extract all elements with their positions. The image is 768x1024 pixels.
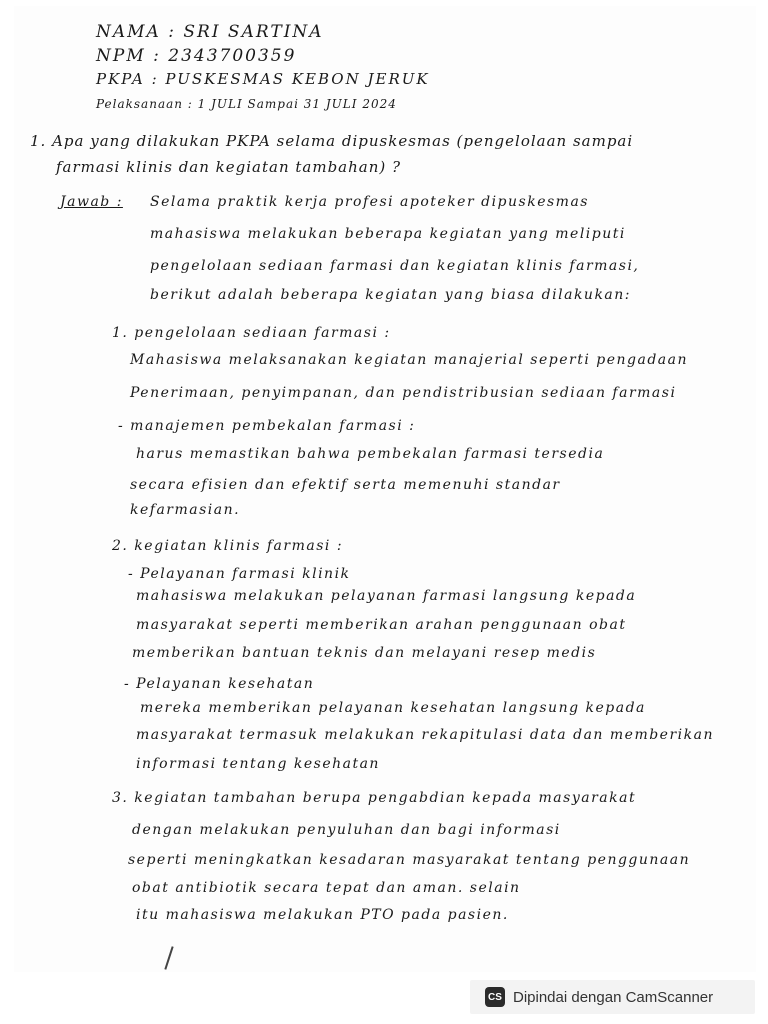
answer-intro-line: berikut adalah beberapa kegiatan yang biasa dilakukan: [150,287,632,303]
section2-item1-line: masyarakat seperti memberikan arahan penggunaan obat [136,617,627,633]
header-nama: NAMA : SRI SARTINA [96,22,324,42]
header-npm: NPM : 2343700359 [96,46,297,66]
section2-item2-line: mereka memberikan pelayanan kesehatan langsung kepada [140,700,646,716]
answer-intro-line: pengelolaan sediaan farmasi dan kegiatan klinis farmasi, [150,258,640,274]
section1-heading: 1. pengelolaan sediaan farmasi : [112,325,391,341]
header-pkpa: PKPA : PUSKESMAS KEBON JERUK [96,70,430,88]
camscanner-badge [470,980,755,1014]
section3-line: obat antibiotik secara tepat dan aman. selain [132,880,521,896]
answer-intro-line: mahasiswa melakukan beberapa kegiatan yang meliputi [150,226,626,242]
section2-item1-line: memberikan bantuan teknis dan melayani resep medis [132,645,597,661]
section2-item2-heading: - Pelayanan kesehatan [124,676,315,692]
section1-line: Penerimaan, penyimpanan, dan pendistribusian sediaan farmasi [130,385,677,401]
answer-intro-line: Selama praktik kerja profesi apoteker dipuskesmas [150,194,589,210]
section1-sub-heading: - manajemen pembekalan farmasi : [118,418,416,434]
section2-item1-line: mahasiswa melakukan pelayanan farmasi langsung kepada [136,588,637,604]
section3-line: itu mahasiswa melakukan PTO pada pasien. [136,907,509,923]
section2-heading: 2. kegiatan klinis farmasi : [112,538,344,554]
question-line-1: 1. Apa yang dilakukan PKPA selama dipuskesmas (pengelolaan sampai [30,132,634,150]
section1-line: Mahasiswa melaksanakan kegiatan manajerial seperti pengadaan [130,352,688,368]
section2-item2-line: masyarakat termasuk melakukan rekapitulasi data dan memberikan [136,727,714,743]
answer-label: Jawab : [60,194,123,210]
camscanner-text: Dipindai dengan CamScanner [513,988,714,1006]
section3-line: dengan melakukan penyuluhan dan bagi informasi [132,822,561,838]
section2-item2-line: informasi tentang kesehatan [136,756,380,772]
section1-sub-line: kefarmasian. [130,502,241,518]
section1-sub-line: harus memastikan bahwa pembekalan farmasi tersedia [136,446,605,462]
section3-line: 3. kegiatan tambahan berupa pengabdian kepada masyarakat [112,790,637,806]
camscanner-logo-icon: CS [485,987,505,1007]
section3-line: seperti meningkatkan kesadaran masyarakat tentang penggunaan [128,852,691,868]
question-line-2: farmasi klinis dan kegiatan tambahan) ? [56,158,402,176]
section2-item1-heading: - Pelayanan farmasi klinik [128,566,351,582]
header-periode: Pelaksanaan : 1 JULI Sampai 31 JULI 2024 [96,97,397,111]
section1-sub-line: secara efisien dan efektif serta memenuhi standar [130,477,561,493]
